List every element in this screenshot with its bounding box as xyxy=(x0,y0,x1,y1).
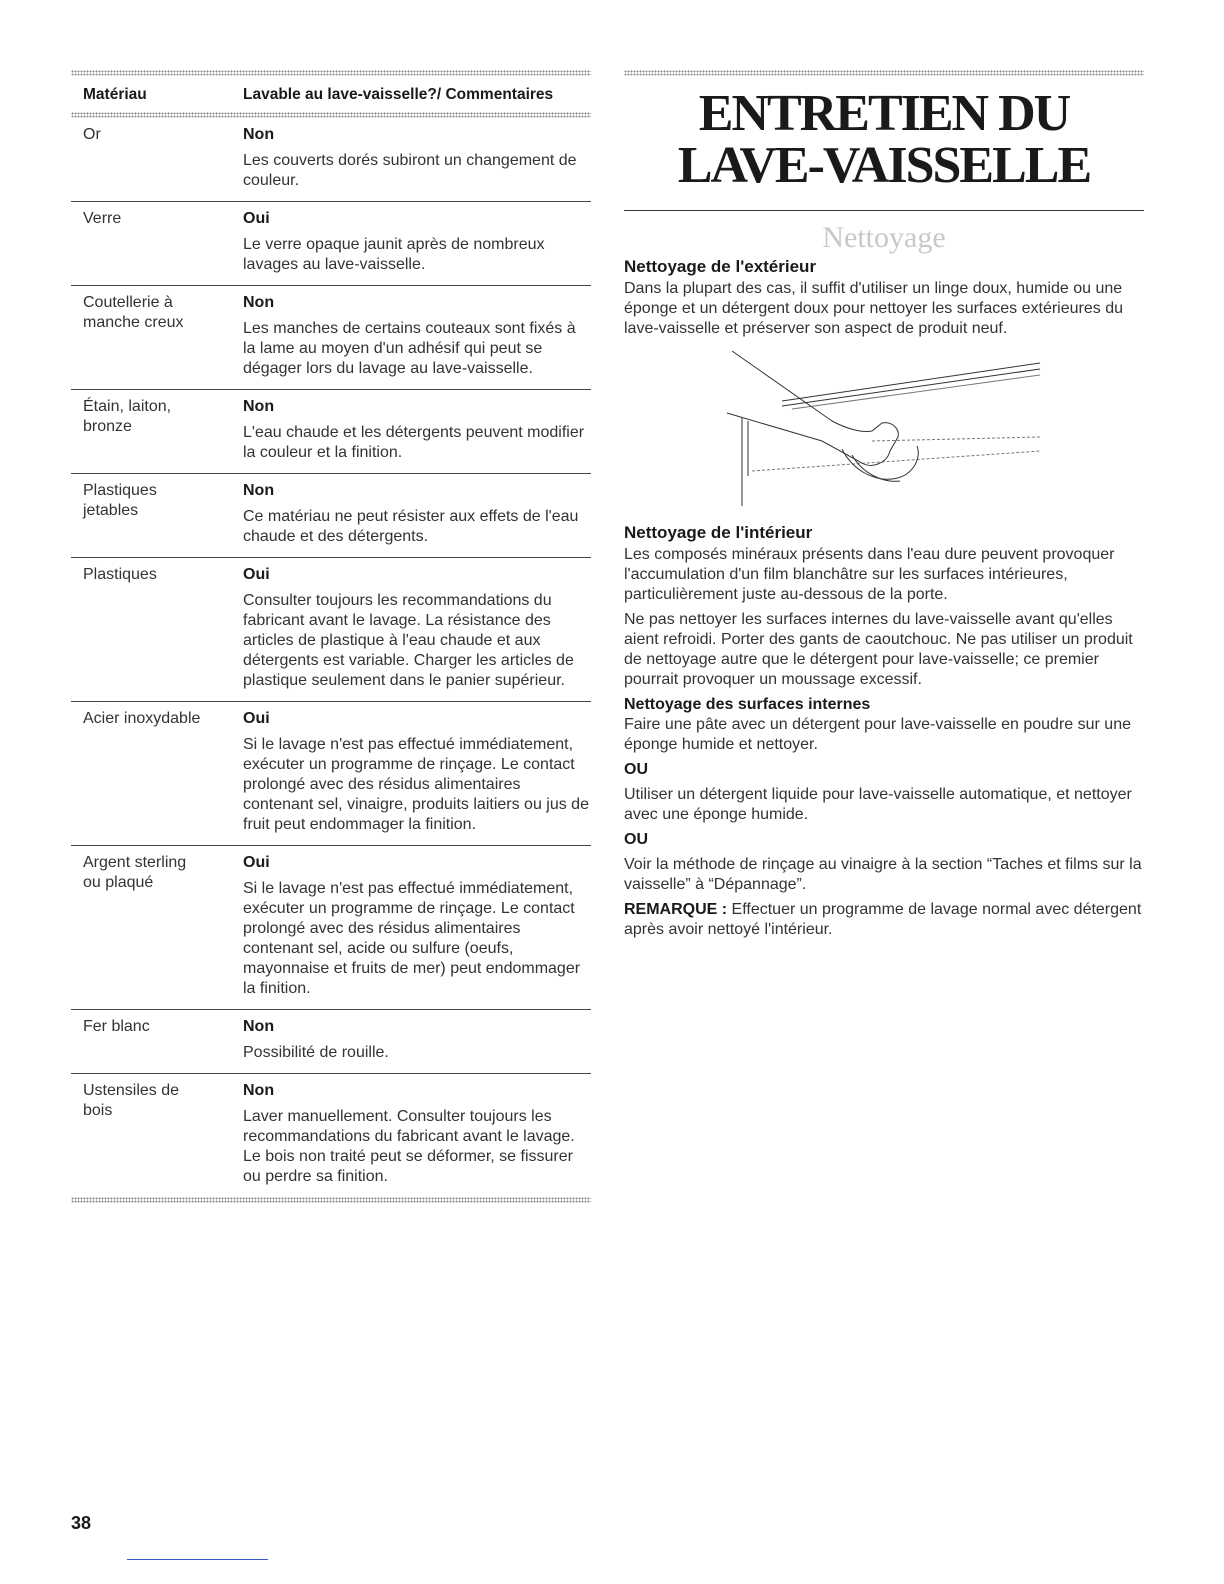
row-material: Plastiques xyxy=(83,566,157,583)
remark-label: REMARQUE : xyxy=(624,901,728,918)
row-value: Oui xyxy=(243,854,270,871)
table-row xyxy=(71,1074,591,1197)
row-material: Fer blanc xyxy=(83,1018,150,1035)
interior-text-2: Ne pas nettoyer les surfaces internes du lave-vaisselle avant qu'elles aient refroidi. Porter des gants de caoutchouc. Ne pas utiliser un produit de nettoyage autre que le détergent pour lave-vaisselle; ce premier pourrait provoquer un moussage excessif. xyxy=(624,611,1133,688)
row-value: Non xyxy=(243,126,275,143)
row-value: Non xyxy=(243,294,275,311)
door-top-line xyxy=(782,363,1040,401)
table-row xyxy=(71,1010,591,1074)
cloth-fold xyxy=(852,455,900,481)
or-label: OU xyxy=(624,761,648,778)
table-row xyxy=(71,286,591,390)
material-table xyxy=(71,70,591,1203)
row-comment: Laver manuellement. Consulter toujours les recommandations du fabricant avant le lavage. Le bois non traité peut se déformer, se fissurer ou perdre sa finition. xyxy=(243,1108,575,1185)
door-top-line xyxy=(792,375,1040,409)
row-comment: Possibilité de rouille. xyxy=(243,1044,389,1061)
table-row xyxy=(71,202,591,286)
internal-surfaces-heading: Nettoyage des surfaces internes xyxy=(624,696,871,713)
row-value: Non xyxy=(243,1082,275,1099)
table-row xyxy=(71,558,591,702)
exterior-text: Dans la plupart des cas, il suffit d'utiliser un linge doux, humide ou une éponge et un détergent doux pour nettoyer les surfaces extérieures du lave-vaisselle et préserver son aspect de produit neuf. xyxy=(624,280,1123,337)
row-comment: Si le lavage n'est pas effectué immédiatement, exécuter un programme de rinçage. Le contact prolongé avec des résidus alimentaires contenant sel, vinaigre, produits laitiers ou jus de fruit peut endommager la finition. xyxy=(243,736,589,833)
row-material: Argent sterling ou plaqué xyxy=(83,854,187,891)
table-row xyxy=(71,474,591,558)
section-title: Nettoyage xyxy=(822,221,946,254)
title-line-1: ENTRETIEN DU xyxy=(698,85,1070,142)
interior-heading: Nettoyage de l'intérieur xyxy=(624,523,813,542)
row-material: Coutellerie à manche creux xyxy=(83,294,184,331)
row-material: Verre xyxy=(83,210,122,227)
row-comment: Les manches de certains couteaux sont fixés à la lame au moyen d'un adhésif qui peut se dégager lors du lavage au lave-vaisselle. xyxy=(243,320,576,377)
row-comment: Ce matériau ne peut résister aux effets de l'eau chaude et des détergents. xyxy=(243,508,579,545)
or-label: OU xyxy=(624,831,648,848)
table-row xyxy=(71,390,591,474)
row-material: Acier inoxydable xyxy=(83,710,201,727)
door-top-line xyxy=(782,369,1040,406)
interior-text-3: Faire une pâte avec un détergent pour lave-vaisselle en poudre sur une éponge humide et nettoyer. xyxy=(624,716,1131,753)
page-title xyxy=(624,85,1144,194)
header-comments: Lavable au lave-vaisselle?/ Commentaires xyxy=(243,86,554,103)
row-material: Or xyxy=(83,126,101,143)
row-value: Oui xyxy=(243,210,270,227)
row-material: Étain, laiton, bronze xyxy=(83,398,172,435)
title-rule xyxy=(624,210,1144,211)
row-value: Non xyxy=(243,398,275,415)
row-comment: Les couverts dorés subiront un changement de couleur. xyxy=(243,152,577,189)
header-material: Matériau xyxy=(83,86,147,103)
panel-line xyxy=(752,451,1040,471)
cleaning-illustration xyxy=(722,351,1052,511)
remark-text: Effectuer un programme de lavage normal avec détergent après avoir nettoyé l'intérieur. xyxy=(624,901,1142,938)
page-number: 38 xyxy=(71,1513,92,1533)
table-bottom-rule xyxy=(71,1197,591,1203)
remark xyxy=(624,900,1144,940)
maintenance-column xyxy=(624,70,1144,945)
exterior-heading: Nettoyage de l'extérieur xyxy=(624,257,817,276)
row-value: Non xyxy=(243,482,275,499)
table-row xyxy=(71,702,591,846)
row-value: Non xyxy=(243,1018,275,1035)
row-comment: Consulter toujours les recommandations du fabricant avant le lavage. La résistance des articles de plastique à l'eau chaude et aux détergents est variable. Charger les articles de plastique seulement dans le panier supérieur. xyxy=(243,592,574,689)
row-comment: Si le lavage n'est pas effectué immédiatement, exécuter un programme de rinçage. Le contact prolongé avec des résidus alimentaires contenant sel, acide ou sulfure (oeufs, mayonnaise et fruits de mer) peut endommager la finition. xyxy=(243,880,581,997)
hand-outline xyxy=(727,351,898,465)
row-comment: Le verre opaque jaunit après de nombreux lavages au lave-vaisselle. xyxy=(243,236,545,273)
row-comment: L'eau chaude et les détergents peuvent modifier la couleur et la finition. xyxy=(243,424,585,461)
title-top-rule xyxy=(624,70,1144,76)
title-line-2: LAVE-VAISSELLE xyxy=(677,137,1091,194)
row-material: Ustensiles de bois xyxy=(83,1082,180,1119)
row-material: Plastiques jetables xyxy=(83,482,157,519)
table-row xyxy=(71,846,591,1010)
table-header xyxy=(71,76,591,112)
row-value: Oui xyxy=(243,710,270,727)
table-row xyxy=(71,118,591,202)
interior-text-4: Utiliser un détergent liquide pour lave-vaisselle automatique, et nettoyer avec une éponge humide. xyxy=(624,786,1132,823)
interior-text-5: Voir la méthode de rinçage au vinaigre à la section “Taches et films sur la vaisselle” à “Dépannage”. xyxy=(624,856,1142,893)
row-value: Oui xyxy=(243,566,270,583)
interior-text-1: Les composés minéraux présents dans l'eau dure peuvent provoquer l'accumulation d'un film blanchâtre sur les surfaces intérieures, particulièrement juste au-dessous de la porte. xyxy=(624,546,1115,603)
bottom-link-line xyxy=(127,1559,268,1560)
